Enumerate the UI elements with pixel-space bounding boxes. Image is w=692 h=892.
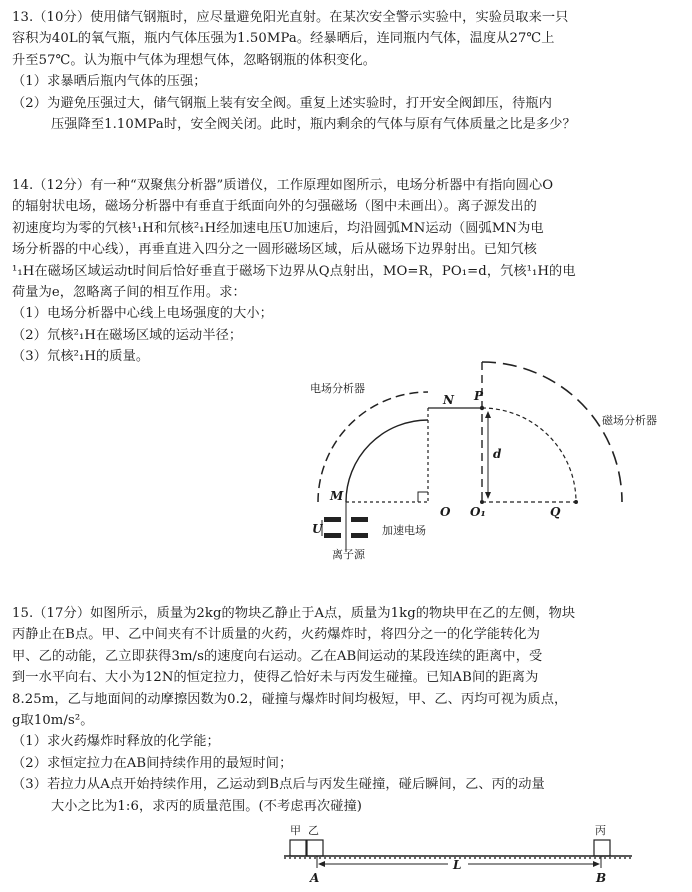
label-Q: Q (550, 505, 561, 519)
question-13 (12, 7, 684, 135)
q15-sub-2: （2）求恒定拉力在AB间持续作用的最短时间； (12, 755, 293, 771)
q13-sub-1: （1）求暴晒后瓶内气体的压强； (12, 74, 207, 90)
electric-outer-arc (318, 392, 428, 502)
q15-line-6: g取10m/s²。 (12, 713, 94, 729)
accel-plate-bottom-right (351, 533, 368, 538)
q14-sub-3: （3）氘核²₁H的质量。 (12, 349, 150, 365)
label-yi: 乙 (308, 824, 319, 837)
label-L: L (453, 858, 462, 872)
q13-line-3: 升至57℃。认为瓶中气体为理想气体，忽略钢瓶的体积变化。 (12, 52, 377, 68)
dim-arrow-right (593, 861, 600, 867)
block-bing (594, 840, 610, 856)
dim-arrow-left (318, 861, 325, 867)
accel-plate-top-left (324, 517, 341, 522)
accel-plate-top-right (351, 517, 368, 522)
q14-line-1: 14.（12分）有一种“双聚焦分析器”质谱仪，工作原理如图所示，电场分析器中有指向圆心O (12, 178, 554, 193)
block-jia (290, 840, 306, 856)
q13-line-1: 13.（10分）使用储气钢瓶时，应尽量避免阳光直射。在某次安全警示实验中，实验员取来一只 (12, 10, 569, 25)
q14-line-5: ¹₁H在磁场区域运动t时间后恰好垂直于磁场下边界从Q点射出，MO=R，PO₁=d，氕核¹₁H的电 (12, 263, 576, 279)
label-M: M (330, 489, 344, 503)
q13-sub-2-cont: 压强降至1.10MPa时，安全阀关闭。此时，瓶内剩余的气体与原有气体质量之比是多少？ (51, 117, 576, 133)
accel-plate-bottom-left (324, 533, 341, 538)
label-N: N (443, 393, 454, 407)
q15-sub-3-cont: 大小之比为1:6，求丙的质量范围。(不考虑再次碰撞) (51, 798, 363, 814)
label-electric-analyzer: 电场分析器 (310, 382, 365, 395)
q15-line-5: 8.25m，乙与地面间的动摩擦因数为0.2，碰撞与爆炸时间均极短，甲、乙、丙均可视为质点， (12, 691, 568, 707)
q14-line-6: 荷量为e，忽略离子间的相互作用。求： (12, 285, 246, 301)
d-arrow-head-top (485, 411, 491, 418)
point-O1 (480, 500, 484, 504)
q15-line-4: 到一水平向右、大小为12N的恒定拉力，使得乙恰好未与丙发生碰撞。已知AB间的距离为 (12, 670, 539, 686)
q14-line-3: 初速度均为零的氕核¹₁H和氘核²₁H经加速电压U加速后，均沿圆弧MN运动（圆弧MN为电 (12, 220, 544, 236)
q15-line-3: 甲、乙的动能，乙立即获得3m/s的速度向右运动。乙在AB间运动的某段连续的距离中，受 (12, 648, 543, 664)
label-O1: O₁ (470, 505, 486, 519)
q14-line-2: 的辐射状电场，磁场分析器中有垂直于纸面向外的匀强磁场（图中未画出）。离子源发出的 (12, 199, 537, 215)
d-arrow-head-bottom (485, 492, 491, 499)
label-A: A (310, 871, 320, 885)
label-O: O (440, 505, 451, 519)
point-Q (574, 500, 578, 504)
q15-sub-3: （3）若拉力从A点开始持续作用，乙运动到B点后与丙发生碰撞，碰后瞬间，乙、丙的动量 (12, 777, 545, 793)
q15-line-1: 15.（17分）如图所示，质量为2kg的物块乙静止于A点，质量为1kg的物块甲在乙的左侧，物块 (12, 606, 576, 621)
q14-sub-2: （2）氘核²₁H在磁场区域的运动半径； (12, 327, 243, 343)
q13-sub-2: （2）为避免压强过大，储气钢瓶上装有安全阀。重复上述实验时，打开安全阀卸压，待瓶内 (12, 95, 552, 111)
point-P (480, 406, 484, 410)
question-14 (12, 175, 684, 368)
question-15 (12, 603, 684, 817)
q15-sub-1: （1）求火药爆炸时释放的化学能； (12, 734, 220, 750)
label-accel-field: 加速电场 (382, 524, 426, 537)
label-P: P (474, 389, 484, 403)
magnetic-outer-arc (482, 362, 622, 502)
q15-line-2: 丙静止在B点。甲、乙中间夹有不计质量的火药，火药爆炸时，将四分之一的化学能转化为 (12, 627, 540, 643)
label-B: B (596, 871, 607, 885)
label-U: U (312, 522, 323, 536)
q14-sub-1: （1）电场分析器中心线上电场强度的大小； (12, 306, 273, 322)
label-ion-source: 离子源 (332, 548, 365, 561)
q13-line-2: 容积为40L的氧气瓶，瓶内气体压强为1.50MPa。经暴晒后，连同瓶内气体，温度从27℃上 (12, 31, 555, 47)
right-angle-O (418, 492, 428, 502)
arc-MN (346, 420, 428, 502)
block-yi (307, 840, 323, 856)
label-magnetic-analyzer: 磁场分析器 (602, 414, 657, 427)
label-jia: 甲 (290, 824, 301, 837)
label-d: d (493, 447, 502, 461)
q15-figure (280, 820, 640, 886)
label-bing: 丙 (595, 824, 606, 837)
q14-line-4: 场分析器的中心线），再垂直进入四分之一圆形磁场区域，后从磁场下边界射出。已知氕核 (12, 242, 537, 258)
q14-figure (290, 352, 670, 574)
